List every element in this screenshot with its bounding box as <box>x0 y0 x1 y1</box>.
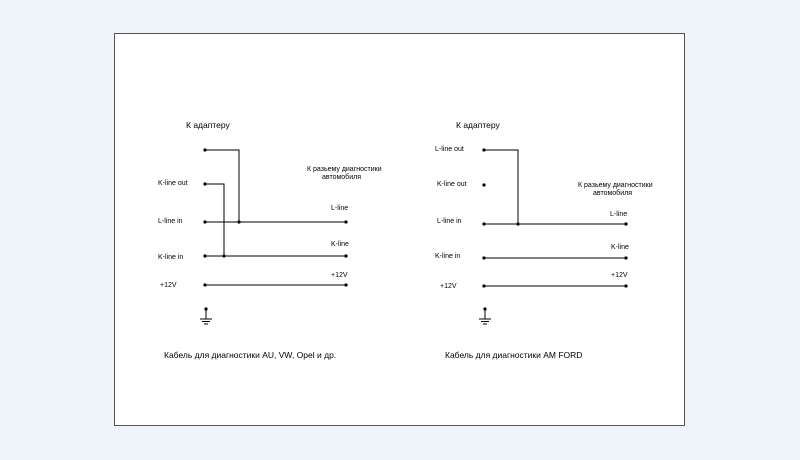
junction-dot <box>516 222 519 225</box>
junction-dot <box>237 220 240 223</box>
caption-vag: Кабель для диагностики AU, VW, Opel и др. <box>164 350 337 360</box>
label-k-line-out: K-line out <box>437 181 467 188</box>
label-k-line-in: K-line in <box>435 253 461 260</box>
label-plus-12v-right: +12V <box>611 272 628 279</box>
terminal-dot <box>203 283 206 286</box>
label-l-line: L-line <box>331 205 349 212</box>
label-l-line: L-line <box>610 211 628 218</box>
adapter-heading: К адаптеру <box>456 120 500 130</box>
terminal-dot <box>482 256 485 259</box>
connector-heading-line1: К разьему диагностики <box>307 166 382 173</box>
label-plus-12v: +12V <box>440 283 457 290</box>
label-l-line-out: L-line out <box>435 146 464 153</box>
terminal-dot <box>203 182 206 185</box>
terminal-dot <box>203 148 206 151</box>
terminal-dot <box>624 222 627 225</box>
ground-symbol <box>200 307 212 324</box>
l-line-out-wire <box>484 150 518 224</box>
junction-dot <box>222 254 225 257</box>
caption-ford: Кабель для диагностики AM FORD <box>445 350 583 360</box>
diagram-ford <box>435 120 653 360</box>
terminal-dot <box>344 220 347 223</box>
k-line-out-wire <box>205 184 224 256</box>
connector-heading-line2: автомобиля <box>593 190 632 197</box>
terminal-dot <box>624 284 627 287</box>
terminal-dot <box>482 183 485 186</box>
label-k-line: K-line <box>611 244 629 251</box>
terminal-dot <box>482 222 485 225</box>
terminal-dot <box>203 220 206 223</box>
adapter-heading: К адаптеру <box>186 120 230 130</box>
terminal-dot <box>344 254 347 257</box>
label-l-line-in: L-line in <box>158 218 183 225</box>
l-line-out-wire <box>205 150 239 222</box>
label-k-line-in: K-line in <box>158 254 184 261</box>
label-plus-12v-right: +12V <box>331 272 348 279</box>
terminal-dot <box>203 254 206 257</box>
connector-heading-line2: автомобиля <box>322 174 361 181</box>
terminal-dot <box>344 283 347 286</box>
connector-heading-line1: К разьему диагностики <box>578 182 653 189</box>
label-plus-12v: +12V <box>160 282 177 289</box>
terminal-dot <box>624 256 627 259</box>
label-k-line: K-line <box>331 241 349 248</box>
diagram-vag <box>158 120 382 360</box>
ground-symbol <box>479 307 491 324</box>
label-l-line-in: L-line in <box>437 218 462 225</box>
label-k-line-out: K-line out <box>158 180 188 187</box>
terminal-dot <box>482 148 485 151</box>
terminal-dot <box>482 284 485 287</box>
